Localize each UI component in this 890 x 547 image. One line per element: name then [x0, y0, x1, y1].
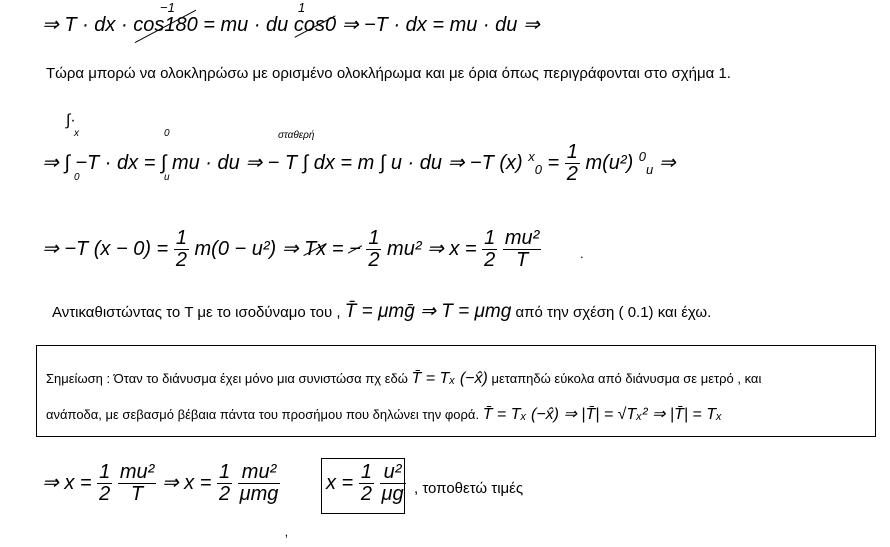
eq2-tail-lower: u — [646, 161, 654, 177]
eq3-frac1 — [174, 228, 189, 271]
frac-den: 2 — [175, 249, 187, 271]
cos180-struck — [133, 14, 198, 37]
note-l1a: Σημείωση : Όταν το διάνυσμα έχει μόνο μια συνιστώσα πχ εδώ — [46, 371, 408, 386]
eq3-part-a: ⇒ −T (x − 0) = — [42, 237, 169, 260]
eq4-box-a: x = — [326, 471, 354, 494]
frac-den: 2 — [368, 249, 380, 271]
int1-upper: x — [74, 128, 79, 139]
frac-den: T — [130, 483, 144, 505]
eq3-part-c: mu² ⇒ x = — [387, 237, 477, 260]
final-answer — [326, 462, 406, 505]
frac-num: u² — [380, 462, 406, 484]
eq2-tail: m(u²) — [585, 151, 634, 174]
eq4-frac5 — [359, 462, 374, 505]
equation-line-2 — [42, 142, 676, 185]
integral-dot: ∫· — [66, 112, 76, 129]
eq1-part-a: ⇒ T · dx · — [42, 14, 134, 36]
frac-num: 1 — [566, 141, 578, 163]
equation-line-3 — [42, 228, 541, 271]
text2-eq: T̄ = μmḡ ⇒ T = μmg — [344, 301, 512, 322]
eq2-part-b: ∫ dx = m ∫ u · du ⇒ −T (x) — [302, 151, 523, 174]
cos0: cos0 — [293, 14, 337, 36]
eq1-part-c: ⇒ −T · dx = mu · du ⇒ — [341, 14, 540, 36]
eq4-frac6 — [380, 462, 406, 505]
sup-one: 1 — [298, 0, 306, 15]
constant-label: σταθερή — [278, 130, 315, 141]
note-l1eq: T̄ = Tₓ (−x̂) — [411, 370, 488, 387]
text2-b: από την σχέση ( 0.1) και έχω. — [515, 304, 712, 321]
eq4-frac3 — [217, 462, 232, 505]
equation-line-1 — [42, 12, 540, 37]
eq3-frac2 — [366, 228, 381, 271]
sup-minus-one: −1 — [160, 0, 175, 15]
text-paragraph-2 — [52, 300, 711, 323]
frac-den: 2 — [484, 249, 496, 271]
eq3-frac3 — [482, 228, 497, 271]
eq3-neg: − — [349, 237, 361, 260]
note-l2eq: T̄ = Tₓ (−x̂) ⇒ |T̄| = √Tₓ² ⇒ |T̄| = Tₓ — [482, 406, 723, 423]
frac-num: 1 — [484, 227, 496, 249]
frac-den: 2 — [99, 483, 111, 505]
eq4-part-b: ⇒ x = — [161, 471, 212, 494]
eq3-tx: Tx — [304, 237, 327, 260]
eq2-range-lower: 0 — [534, 161, 542, 177]
eq2-half-fraction — [565, 142, 580, 185]
eq4-trailing-text: , τοποθετώ τιμές — [414, 480, 524, 497]
eq3-part-b: m(0 − u²) ⇒ — [194, 237, 305, 260]
eq2-tail-upper: 0 — [638, 149, 647, 165]
frac-num: 1 — [99, 461, 111, 483]
int2-lower: u — [164, 172, 170, 183]
frac-den: μmg — [239, 483, 279, 505]
eq4-part-a: ⇒ x = — [42, 471, 92, 494]
frac-num: mu² — [119, 461, 155, 483]
eq3-neg-struck — [349, 238, 361, 261]
eq3-frac4 — [503, 228, 541, 271]
frac-num: 1 — [175, 227, 187, 249]
frac-den: T — [515, 249, 529, 271]
frac-den: 2 — [218, 483, 231, 505]
frac-num: 1 — [360, 461, 372, 483]
frac-num: mu² — [504, 227, 540, 249]
text2-a: Αντικαθιστώντας το T με το ισοδύναμο του , — [52, 304, 341, 321]
text-paragraph-1: Τώρα μπορώ να ολοκληρώσω με ορισμένο ολοκλήρωμα και με όρια όπως περιγράφονται στο σχήμα 1. — [46, 65, 731, 82]
equation-line-4 — [42, 462, 280, 505]
eq3-tx-struck — [304, 238, 326, 261]
eq4-frac1 — [97, 462, 112, 505]
cos0-struck — [294, 14, 336, 37]
eq4-frac4 — [238, 462, 281, 505]
eq1-part-b: = mu · du — [203, 14, 294, 36]
eq4-frac2 — [118, 462, 156, 505]
frac-num: 1 — [368, 227, 380, 249]
eq3-equals: = — [331, 237, 350, 260]
frac-num: mu² — [238, 462, 281, 484]
eq2-T: T — [284, 151, 298, 174]
eq2-part-a: ⇒ ∫ −T · dx = ∫ mu · du ⇒ − — [42, 151, 280, 174]
note-line-1 — [46, 370, 761, 388]
stray-tick: ʼ — [285, 532, 288, 547]
note-l2a: ανάποδα, με σεβασμό βέβαια πάντα του προσήμου που δηλώνει την φορά. — [46, 407, 480, 422]
frac-den: 2 — [360, 483, 372, 505]
int2-upper: 0 — [164, 128, 170, 139]
eq2-arrow: ⇒ — [658, 151, 676, 174]
frac-den: μg — [381, 483, 404, 505]
frac-num: 1 — [218, 461, 231, 483]
stray-dot: . — [580, 246, 584, 261]
note-l1b: μεταπηδώ εύκολα από διάνυσμα σε μετρό , και — [491, 371, 762, 386]
int1-lower: 0 — [74, 172, 80, 183]
cos180: cos180 — [133, 14, 198, 36]
frac-den: 2 — [566, 163, 578, 185]
eq2-range-upper: x — [528, 149, 535, 165]
note-line-2 — [46, 404, 722, 424]
eq2-equals: = — [547, 151, 560, 174]
